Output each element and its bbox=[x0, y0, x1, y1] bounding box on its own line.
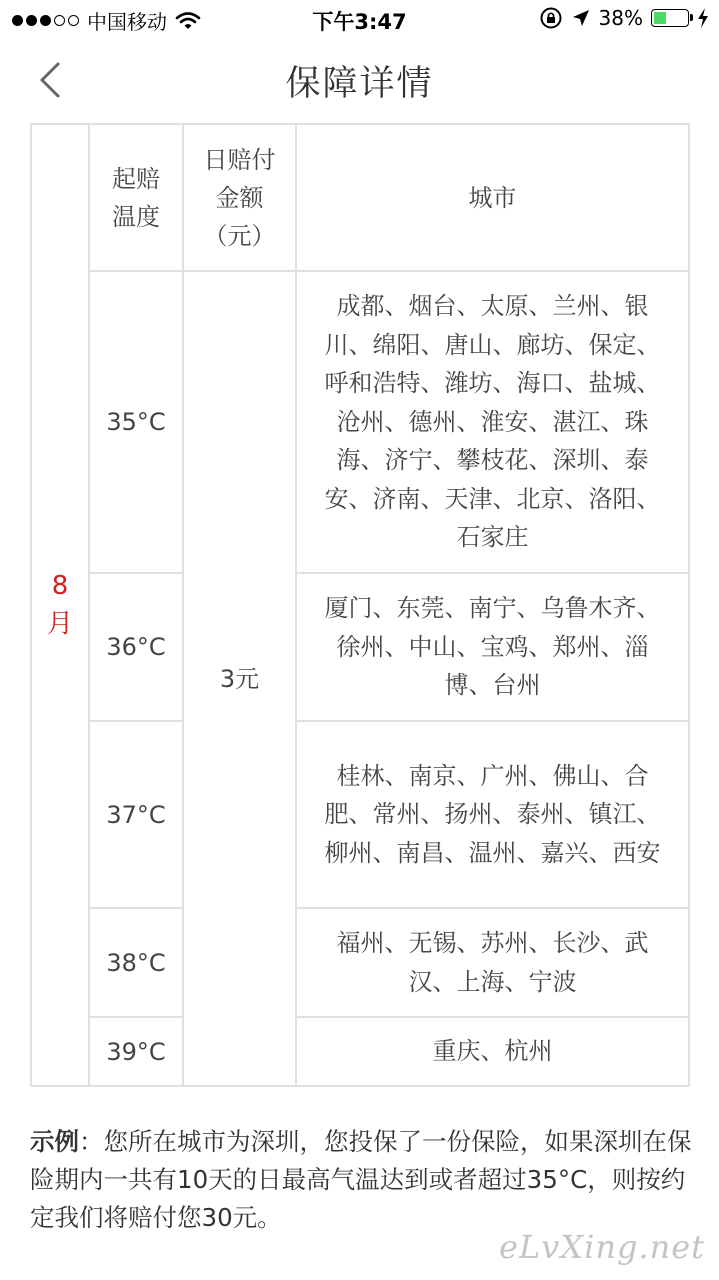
example-note bbox=[30, 1123, 694, 1237]
nav-bar bbox=[0, 40, 719, 120]
cities-cell bbox=[297, 272, 690, 574]
status-bar bbox=[0, 0, 719, 40]
payout-cell bbox=[184, 272, 297, 1087]
header-pay bbox=[184, 125, 297, 272]
temp-value: 39°C bbox=[106, 1037, 166, 1066]
header-temp bbox=[90, 125, 184, 272]
cities-cell bbox=[297, 1018, 690, 1087]
temp-cell bbox=[90, 272, 184, 574]
city-list: 福州、无锡、苏州、长沙、武汉、上海、宁波 bbox=[336, 929, 649, 996]
temp-value: 37°C bbox=[106, 800, 166, 829]
location-arrow-icon bbox=[571, 8, 591, 28]
temp-cell bbox=[90, 909, 184, 1018]
temp-cell bbox=[90, 1018, 184, 1087]
watermark: eLvXing.net bbox=[499, 1228, 705, 1266]
city-list: 桂林、南京、广州、佛山、合肥、常州、扬州、泰州、镇江、柳州、南昌、温州、嘉兴、西安 bbox=[324, 761, 661, 867]
charging-bolt-icon bbox=[697, 7, 709, 29]
city-list: 重庆、杭州 bbox=[432, 1037, 553, 1066]
month-cell bbox=[32, 125, 90, 1087]
header-city bbox=[297, 125, 690, 272]
page-title: 保障详情 bbox=[285, 64, 434, 104]
temp-value: 36°C bbox=[106, 633, 166, 661]
month-label: 8月 bbox=[46, 571, 73, 639]
battery-icon bbox=[651, 9, 689, 27]
example-text: ：您所在城市为深圳，您投保了一份保险，如果深圳在保险期内一共有10天的日最高气温达到或者超过35°C，则按约定我们将赔付您30元。 bbox=[30, 1127, 692, 1232]
header-temp-label: 起赔温度 bbox=[112, 164, 160, 231]
battery-percent: 38% bbox=[598, 6, 643, 30]
temp-cell bbox=[90, 722, 184, 909]
temp-value: 38°C bbox=[106, 948, 166, 977]
payout-amount: 3元 bbox=[219, 664, 260, 693]
header-city-label: 城市 bbox=[468, 183, 517, 212]
temp-cell bbox=[90, 574, 184, 722]
cities-cell bbox=[297, 574, 690, 722]
header-pay-label: 日赔付金额（元） bbox=[203, 145, 276, 250]
temp-value: 35°C bbox=[106, 408, 166, 436]
city-list: 厦门、东莞、南宁、乌鲁木齐、徐州、中山、宝鸡、郑州、淄博、台州 bbox=[324, 594, 661, 700]
example-label: 示例 bbox=[30, 1127, 79, 1156]
cities-cell bbox=[297, 722, 690, 909]
coverage-table bbox=[30, 123, 690, 1087]
city-list: 成都、烟台、太原、兰州、银川、绵阳、唐山、廊坊、保定、呼和浩特、潍坊、海口、盐城、沧州、德州、淮安、湛江、珠海、济宁、攀枝花、深圳、泰安、济南、天津、北京、洛阳、石家庄 bbox=[324, 292, 661, 552]
carrier-name: 中国移动 bbox=[87, 10, 167, 34]
cities-cell bbox=[297, 909, 690, 1018]
status-right bbox=[539, 6, 709, 30]
battery-level bbox=[654, 12, 666, 24]
clock: 下午3:47 bbox=[312, 10, 407, 34]
orientation-lock-icon bbox=[539, 6, 563, 30]
